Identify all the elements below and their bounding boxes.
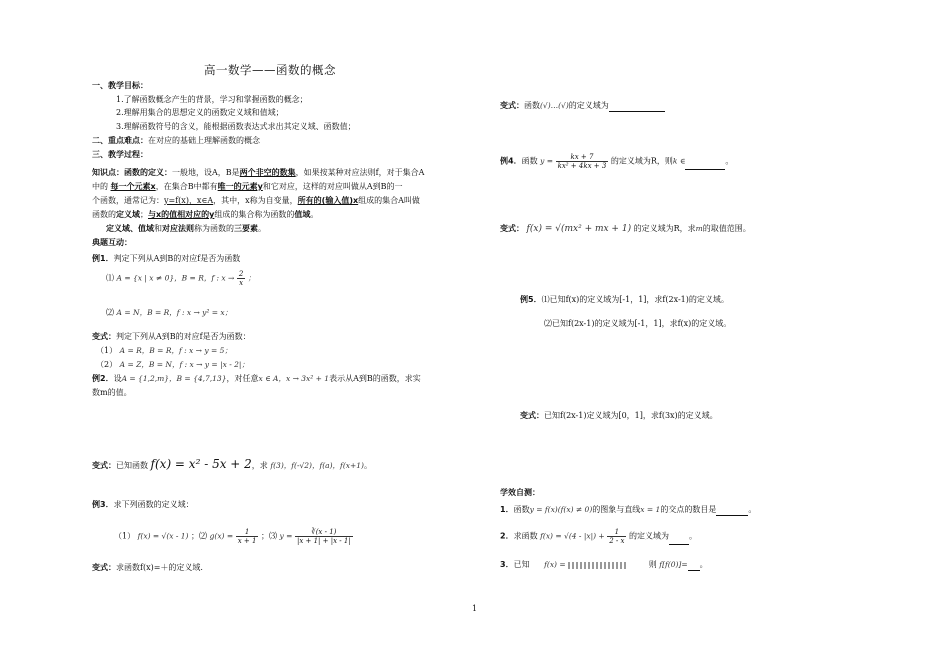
math-expression: ； <box>247 273 256 283</box>
answer-blank <box>685 160 725 170</box>
definition-text: ，在集合B中都有 <box>155 182 218 191</box>
page-title: 高一数学——函数的概念 <box>204 63 336 77</box>
math-expression: y = f(x)(f(x) ≠ 0) <box>529 505 593 514</box>
variant-text: ，求 <box>251 461 268 470</box>
question-number: 1． <box>500 505 514 514</box>
definition-text: 。 <box>310 210 319 219</box>
answer-blank <box>669 535 689 545</box>
question-text: 的交点的数目是 <box>660 505 717 514</box>
fraction-numerator: 1 <box>607 528 626 537</box>
example-label: 例5． <box>520 295 542 304</box>
section-heading-goals: 一、教学目标： <box>92 81 148 90</box>
definition-text: 组成的集合A叫做 <box>358 196 420 205</box>
math-expression: m <box>695 224 703 233</box>
fraction-denominator: |x + 1| + |x - 1| <box>296 537 351 545</box>
variant-label: 变式： <box>500 101 524 110</box>
example-text: 设 <box>113 374 122 383</box>
math-expression: f(3)，f(-√2)，f(a)，f(x+1) <box>270 461 364 470</box>
math-expression: A = {x | x ≠ 0}，B = R，f : x → <box>116 273 235 283</box>
variant-text: 已知函数 <box>116 461 148 470</box>
definition-emphasis: 所有的(输入值)x <box>297 196 359 205</box>
definition-emphasis: 两个非空的数集 <box>239 168 296 177</box>
fraction-denominator: x <box>239 279 244 287</box>
key-points-text: 在对应的基础上理解函数的概念 <box>148 136 260 145</box>
definition-line-5 <box>106 223 266 235</box>
definition-emphasis: 定义域 <box>116 210 140 219</box>
fraction <box>237 270 245 287</box>
item-number: ；⑶ <box>260 531 277 541</box>
question-number: 2． <box>500 531 514 541</box>
definition-text: 。 <box>258 224 266 233</box>
variant-text: 的定义域为R，求 <box>633 224 696 233</box>
answer-blank <box>688 561 700 571</box>
typical-problems-heading: 典题互动： <box>92 238 132 247</box>
definition-text: 中的 <box>92 182 108 191</box>
example-label: 例3． <box>92 500 114 509</box>
math-expression: f[f(0)] <box>659 560 682 569</box>
fraction-denominator: kx² + 4kx + 3 <box>557 162 607 170</box>
definition-text: 函数的 <box>92 210 116 219</box>
section-heading-process: 三、教学过程： <box>92 150 148 159</box>
definition-text: ； <box>140 210 148 219</box>
definition-line-3 <box>92 195 420 207</box>
variant-1-item-2 <box>96 359 249 371</box>
definition-text: ，其中，x称为自变量， <box>213 196 298 205</box>
math-expression: g(x) = <box>209 531 234 541</box>
math-expression: f(x) = x² - 5x + 2 <box>150 457 252 471</box>
question-text: 则 <box>648 560 657 569</box>
answer-blank <box>609 102 665 112</box>
self-test-q2 <box>500 528 697 545</box>
math-expression: y = <box>540 156 554 166</box>
math-expression: k ∈ <box>672 156 686 166</box>
fraction-numerator: kx + 7 <box>556 153 609 162</box>
variant-label: 变式： <box>92 563 116 572</box>
fraction-denominator: 2 - x <box>609 537 625 545</box>
fraction-numerator: ∛(x - 1) <box>295 528 353 537</box>
variant-text: 的取值范围。 <box>702 224 751 233</box>
answer-blank <box>716 506 748 516</box>
variant-label: 变式： <box>92 461 116 470</box>
fraction-denominator: x + 1 <box>237 537 257 545</box>
goal-3: 3.理解函数符号的含义，能根据函数表达式求出其定义域、函数值； <box>116 122 356 131</box>
math-expression: = <box>681 560 688 569</box>
math-expression: A = Z，B = N，f : x → y = |x - 2|； <box>119 360 249 369</box>
math-expression: A = N，B = R，f : x → y² = x； <box>116 308 233 317</box>
example-text: 。 <box>725 156 734 166</box>
example-5 <box>520 294 729 306</box>
definition-text: 称为函数的 <box>194 224 234 233</box>
key-points-label: 二、重点难点： <box>92 136 148 145</box>
definition-text: ，如果按某种对应法则f，对于集合A <box>295 168 425 177</box>
definition-emphasis: 与x的值相对应的y <box>148 210 215 219</box>
question-number: 3． <box>500 560 514 569</box>
definition-emphasis: 值域 <box>294 210 311 219</box>
example-4 <box>500 153 733 170</box>
piecewise-formula-image <box>568 562 628 569</box>
example-2-line-2: 数m的值。 <box>92 388 132 397</box>
example-text: ⑴已知f(x)的定义域为[-1，1]，求f(2x-1)的定义域。 <box>541 295 729 304</box>
definition-label: 知识点：函数的定义： <box>92 168 172 177</box>
variant-1 <box>92 331 251 343</box>
definition-text: 和它对应，这样的对应叫做从A到B的一 <box>262 182 403 191</box>
math-expression: y = <box>279 531 293 541</box>
variant-text: 求函数f(x)=＋的定义域. <box>116 563 203 572</box>
variant-text: 。 <box>363 461 372 470</box>
example-text: 的定义域为R，则 <box>610 156 673 166</box>
question-text: 。 <box>689 531 698 541</box>
fraction-numerator: 2 <box>238 270 244 278</box>
goal-2: 2.理解用集合的思想定义的函数定义域和值域； <box>116 108 284 117</box>
variant-1-item-1 <box>96 345 232 357</box>
item-number: （1） <box>96 346 118 355</box>
example-label: 例4． <box>500 156 522 166</box>
variant-5 <box>520 410 718 422</box>
variant-2 <box>92 458 372 472</box>
definition-line-2 <box>92 181 402 193</box>
definition-text: 个函数，通常记为： <box>92 196 164 205</box>
variant-text: 函数 <box>524 101 540 110</box>
question-text: 求函数 <box>513 531 538 541</box>
example-text: 求下列函数的定义域： <box>113 500 194 509</box>
definition-text: 一般地，设A，B是 <box>172 168 240 177</box>
variant-text: 判定下列从A到B的对应f是否为函数： <box>116 332 251 341</box>
math-expression: x = 1 <box>640 505 661 514</box>
variant-domain <box>500 100 665 112</box>
fraction <box>295 528 353 545</box>
math-expression: f(x) = √(4 - |x|) + <box>540 531 605 541</box>
self-test-heading: 学效自测： <box>500 488 540 497</box>
example-1-item-1 <box>106 270 255 287</box>
page-number: 1 <box>472 604 478 613</box>
goal-1: 1.了解函数概念产生的背景，学习和掌握函数的概念； <box>116 95 308 104</box>
definition-line-1 <box>92 167 424 179</box>
math-expression: (√)…(√) <box>540 101 569 110</box>
item-number: ⑵ <box>106 308 114 317</box>
fraction <box>236 528 259 545</box>
self-test-q3 <box>500 559 708 571</box>
fraction-numerator: 1 <box>236 528 259 537</box>
definition-emphasis: 三要素 <box>234 224 258 233</box>
variant-text: 的定义域为 <box>568 101 609 110</box>
math-expression: x ∈ A，x → 3x² + 1 <box>258 374 330 383</box>
question-text: 函数 <box>513 505 530 514</box>
definition-emphasis: 对应法则 <box>162 224 194 233</box>
definition-text: 组成的集合称为函数的 <box>214 210 295 219</box>
question-text: 已知 <box>513 560 530 569</box>
item-number: ；⑵ <box>191 531 208 541</box>
math-expression: A = R，B = R，f : x → y = 5； <box>119 346 232 355</box>
example-2 <box>92 373 421 385</box>
fraction <box>607 528 626 545</box>
example-3 <box>92 499 194 511</box>
example-label: 例1． <box>92 254 114 263</box>
item-number: （1） <box>114 531 136 541</box>
question-text: 的定义域为 <box>629 531 670 541</box>
math-expression: f(x) = √(x - 1) <box>137 531 189 541</box>
definition-emphasis: 唯一的元素y <box>217 182 263 191</box>
variant-label: 变式： <box>92 332 116 341</box>
variant-label: 变式： <box>500 224 524 233</box>
variant-4 <box>500 223 751 235</box>
example-label: 例2． <box>92 374 114 383</box>
item-number: （2） <box>96 360 118 369</box>
math-expression: f(x) = √(mx² + mx + 1) <box>526 224 632 234</box>
item-number: ⑴ <box>106 273 114 283</box>
example-text: ，对任意 <box>226 374 259 383</box>
definition-emphasis: 每一个元素x <box>110 182 156 191</box>
example-text: 表示从A到B的函数，求实 <box>329 374 421 383</box>
math-expression: A = {1,2,m}，B = {4,7,13} <box>121 374 227 383</box>
question-text: 。 <box>748 505 757 514</box>
definition-text: 和 <box>154 224 162 233</box>
example-text: 判定下列从A到B的对应f是否为函数 <box>113 254 241 263</box>
definition-formula: y=f(x)，x∈A <box>164 196 214 205</box>
example-3-items <box>114 528 353 545</box>
definition-line-4 <box>92 209 318 221</box>
example-1-item-2 <box>106 307 232 319</box>
question-text: 的图象与直线 <box>592 505 641 514</box>
example-5-part-2: ⑵已知f(2x-1)的定义域为[-1，1]，求f(x)的定义域。 <box>544 319 732 328</box>
example-1 <box>92 253 240 265</box>
definition-emphasis: 定义域、值域 <box>106 224 154 233</box>
section-key-points <box>92 135 260 147</box>
self-test-q1 <box>500 504 756 516</box>
variant-label: 变式： <box>520 411 544 420</box>
variant-3 <box>92 562 203 574</box>
example-text: 函数 <box>521 156 538 166</box>
fraction <box>556 153 609 170</box>
variant-text: 已知f(2x-1)定义域为[0，1]，求f(3x)的定义域。 <box>544 411 718 420</box>
question-text: 。 <box>699 560 708 569</box>
math-expression: f(x) = <box>544 560 566 569</box>
